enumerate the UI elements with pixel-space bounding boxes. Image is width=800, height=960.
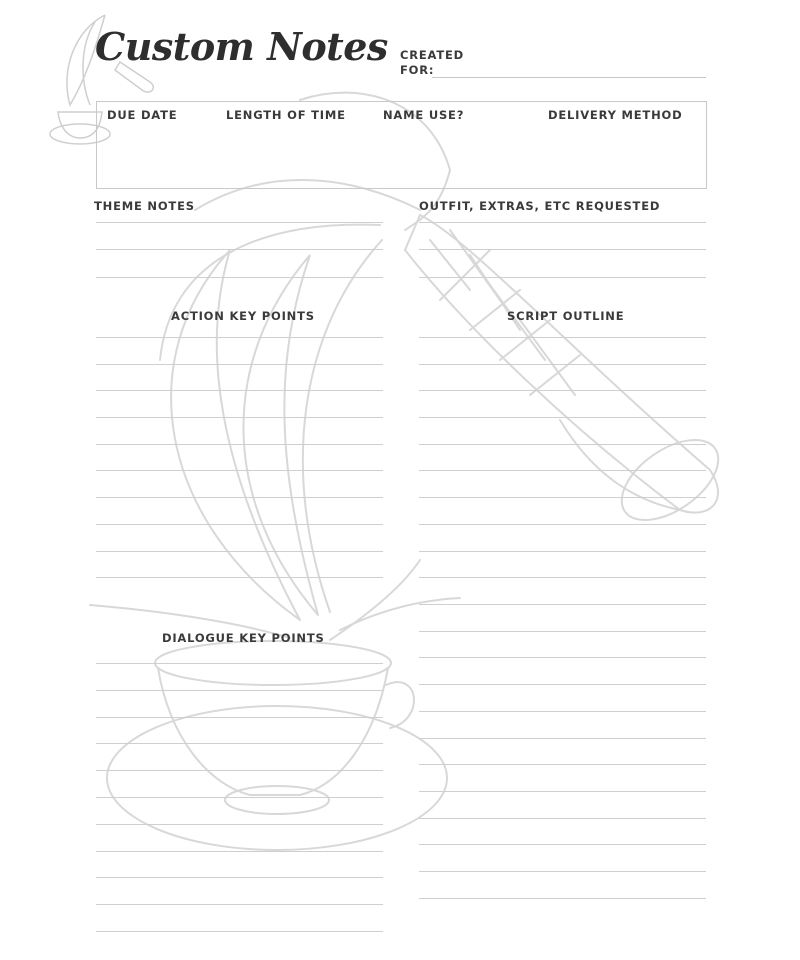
- action-key-points-line: [96, 524, 383, 525]
- dialogue-key-points-line: [96, 717, 383, 718]
- outfit-extras-line: [419, 277, 706, 278]
- script-outline-line: [419, 497, 706, 498]
- script-outline-line: [419, 898, 706, 899]
- action-key-points-line: [96, 551, 383, 552]
- script-outline-line: [419, 844, 706, 845]
- script-outline-line: [419, 364, 706, 365]
- dialogue-key-points-line: [96, 824, 383, 825]
- script-outline-line: [419, 417, 706, 418]
- page-title: Custom Notes: [95, 24, 388, 69]
- script-outline-line: [419, 524, 706, 525]
- outfit-extras-line: [419, 222, 706, 223]
- name-use-label: NAME USE?: [383, 108, 465, 122]
- action-key-points-line: [96, 470, 383, 471]
- action-key-points-line: [96, 444, 383, 445]
- script-outline-line: [419, 657, 706, 658]
- script-outline-line: [419, 631, 706, 632]
- theme-notes-line: [96, 277, 383, 278]
- dialogue-key-points-line: [96, 690, 383, 691]
- script-outline-line: [419, 738, 706, 739]
- due-date-label: DUE DATE: [107, 108, 178, 122]
- dialogue-key-points-line: [96, 904, 383, 905]
- script-outline-line: [419, 604, 706, 605]
- script-outline-line: [419, 871, 706, 872]
- theme-notes-heading: THEME NOTES: [94, 199, 195, 213]
- action-key-points-line: [96, 390, 383, 391]
- script-outline-line: [419, 337, 706, 338]
- script-outline-line: [419, 470, 706, 471]
- delivery-method-label: DELIVERY METHOD: [548, 108, 683, 122]
- action-key-points-line: [96, 577, 383, 578]
- dialogue-key-points-line: [96, 770, 383, 771]
- script-outline-line: [419, 577, 706, 578]
- action-key-points-line: [96, 497, 383, 498]
- dialogue-key-points-line: [96, 797, 383, 798]
- script-outline-line: [419, 791, 706, 792]
- outfit-extras-line: [419, 249, 706, 250]
- outfit-extras-heading: OUTFIT, EXTRAS, ETC REQUESTED: [419, 199, 661, 213]
- script-outline-heading: SCRIPT OUTLINE: [507, 309, 625, 323]
- action-key-points-line: [96, 364, 383, 365]
- script-outline-line: [419, 711, 706, 712]
- dialogue-key-points-line: [96, 851, 383, 852]
- script-outline-line: [419, 444, 706, 445]
- length-of-time-label: LENGTH OF TIME: [226, 108, 346, 122]
- created-for-label: CREATED FOR:: [400, 48, 465, 77]
- script-outline-line: [419, 684, 706, 685]
- dialogue-key-points-heading: DIALOGUE KEY POINTS: [162, 631, 325, 645]
- dialogue-key-points-line: [96, 663, 383, 664]
- action-key-points-heading: ACTION KEY POINTS: [171, 309, 315, 323]
- theme-notes-line: [96, 249, 383, 250]
- dialogue-key-points-line: [96, 743, 383, 744]
- script-outline-line: [419, 818, 706, 819]
- dialogue-key-points-line: [96, 877, 383, 878]
- script-outline-line: [419, 390, 706, 391]
- action-key-points-line: [96, 417, 383, 418]
- script-outline-line: [419, 764, 706, 765]
- dialogue-key-points-line: [96, 931, 383, 932]
- created-for-line: [432, 77, 706, 78]
- action-key-points-line: [96, 337, 383, 338]
- theme-notes-line: [96, 222, 383, 223]
- script-outline-line: [419, 551, 706, 552]
